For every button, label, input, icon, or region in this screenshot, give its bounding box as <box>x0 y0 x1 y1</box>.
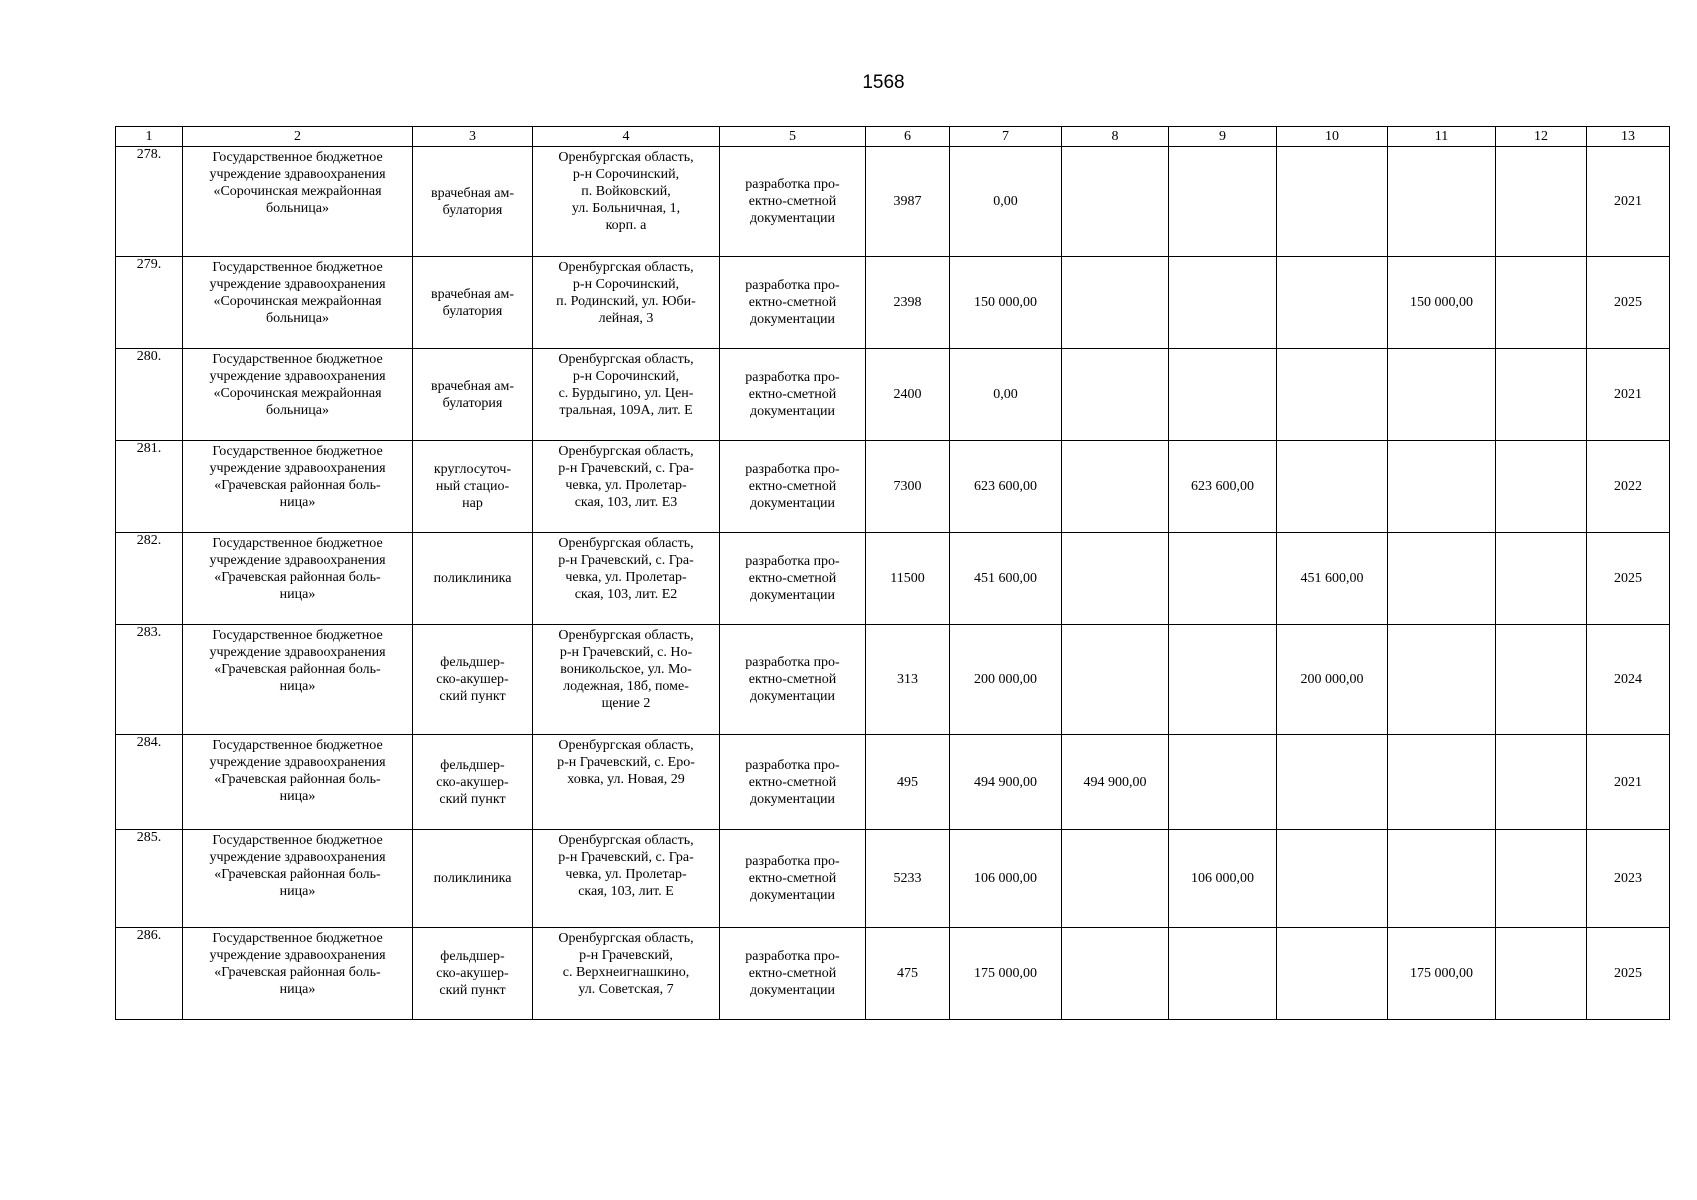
col-6-value <box>866 735 950 830</box>
col-6-value-text: 7300 <box>893 479 922 494</box>
row-number-text: 282. <box>136 533 162 548</box>
organization-name <box>183 533 413 625</box>
table-row <box>116 735 1670 830</box>
col-13-value <box>1587 257 1670 349</box>
facility-address-text: Оренбургская область, р-н Сорочинский, п. Родинский, ул. Юби- лейная, 3 <box>556 260 696 326</box>
facility-type <box>413 349 533 441</box>
col-7-value-text: 150 000,00 <box>974 295 1037 310</box>
col-10-value <box>1277 257 1388 349</box>
col-10-value <box>1277 441 1388 533</box>
facility-address <box>533 735 720 830</box>
work-type-text: разработка про- ектно-сметной документации <box>745 655 840 704</box>
col-6-value-text: 313 <box>897 672 918 687</box>
table-row <box>116 830 1670 928</box>
organization-name-text: Государственное бюджетное учреждение здравоохранения «Сорочинская межрайонная больница» <box>209 150 386 216</box>
col-6-value-text: 5233 <box>893 871 922 886</box>
facility-type <box>413 257 533 349</box>
col-13-value <box>1587 928 1670 1020</box>
header-cell: 13 <box>1587 127 1670 147</box>
col-7-value <box>950 830 1062 928</box>
col-7-value-text: 106 000,00 <box>974 871 1037 886</box>
table-row <box>116 147 1670 257</box>
col-13-value <box>1587 830 1670 928</box>
row-number <box>116 257 183 349</box>
facility-type <box>413 147 533 257</box>
table-row <box>116 257 1670 349</box>
header-cell: 4 <box>533 127 720 147</box>
col-11-value <box>1388 349 1496 441</box>
col-9-value <box>1169 735 1277 830</box>
col-13-value-text: 2025 <box>1614 295 1642 310</box>
row-number-text: 283. <box>136 625 162 640</box>
col-9-value <box>1169 625 1277 735</box>
facility-type-text: фельдшер- ско-акушер- ский пункт <box>436 757 509 807</box>
work-type <box>720 625 866 735</box>
facility-address <box>533 625 720 735</box>
col-12-value <box>1496 735 1587 830</box>
header-cell: 9 <box>1169 127 1277 147</box>
work-type-text: разработка про- ектно-сметной документации <box>745 854 840 903</box>
col-12-value <box>1496 257 1587 349</box>
header-cell: 1 <box>116 127 183 147</box>
col-7-value <box>950 257 1062 349</box>
row-number <box>116 625 183 735</box>
facility-type-text: поликлиника <box>433 571 512 586</box>
col-12-value <box>1496 349 1587 441</box>
col-9-value <box>1169 928 1277 1020</box>
facility-address <box>533 147 720 257</box>
work-type <box>720 147 866 257</box>
col-7-value <box>950 147 1062 257</box>
col-13-value-text: 2021 <box>1614 194 1642 209</box>
table-row <box>116 533 1670 625</box>
facility-address-text: Оренбургская область, р-н Грачевский, с. Но- воникольское, ул. Мо- лодежная, 18б, поме- щение 2 <box>558 628 694 711</box>
col-13-value <box>1587 533 1670 625</box>
col-11-value <box>1388 441 1496 533</box>
col-8-value <box>1062 928 1169 1020</box>
facility-address <box>533 257 720 349</box>
facility-address <box>533 441 720 533</box>
header-cell: 6 <box>866 127 950 147</box>
col-6-value-text: 475 <box>897 966 918 981</box>
row-number <box>116 928 183 1020</box>
organization-name <box>183 257 413 349</box>
col-13-value <box>1587 441 1670 533</box>
col-11-value <box>1388 257 1496 349</box>
organization-name-text: Государственное бюджетное учреждение здравоохранения «Грачевская районная боль- ница» <box>209 628 386 694</box>
col-11-value <box>1388 625 1496 735</box>
col-11-value <box>1388 830 1496 928</box>
work-type <box>720 533 866 625</box>
col-11-value <box>1388 735 1496 830</box>
organization-name <box>183 928 413 1020</box>
row-number-text: 285. <box>136 830 162 845</box>
table-row <box>116 928 1670 1020</box>
col-8-value-text: 494 900,00 <box>1083 774 1147 790</box>
facility-address-text: Оренбургская область, р-н Сорочинский, п. Войковский, ул. Больничная, 1, корп. а <box>558 150 694 233</box>
row-number <box>116 830 183 928</box>
col-13-value-text: 2021 <box>1614 387 1642 402</box>
col-9-value <box>1169 441 1277 533</box>
organization-name-text: Государственное бюджетное учреждение здравоохранения «Сорочинская межрайонная больница» <box>209 260 386 326</box>
row-number-text: 280. <box>136 349 162 364</box>
facility-type-text: фельдшер- ско-акушер- ский пункт <box>436 655 509 704</box>
col-10-value-text: 200 000,00 <box>1300 672 1364 687</box>
facility-address <box>533 533 720 625</box>
col-7-value <box>950 735 1062 830</box>
col-10-value <box>1277 533 1388 625</box>
organization-name-text: Государственное бюджетное учреждение здравоохранения «Грачевская районная боль- ница» <box>209 833 386 899</box>
col-11-value <box>1388 928 1496 1020</box>
facility-address-text: Оренбургская область, р-н Сорочинский, с. Бурдыгино, ул. Цен- тральная, 109А, лит. Е <box>558 352 694 418</box>
col-6-value <box>866 625 950 735</box>
col-8-value <box>1062 735 1169 830</box>
header-cell: 11 <box>1388 127 1496 147</box>
table-row <box>116 349 1670 441</box>
organization-name <box>183 830 413 928</box>
col-11-value-text: 175 000,00 <box>1410 966 1473 981</box>
col-11-value <box>1388 533 1496 625</box>
col-13-value-text: 2021 <box>1614 774 1642 790</box>
col-6-value <box>866 257 950 349</box>
facility-type <box>413 735 533 830</box>
col-12-value <box>1496 441 1587 533</box>
facility-address-text: Оренбургская область, р-н Грачевский, с. Гра- чевка, ул. Пролетар- ская, 103, лит. Е2 <box>558 536 694 602</box>
col-13-value-text: 2025 <box>1614 571 1642 586</box>
col-6-value <box>866 147 950 257</box>
work-type <box>720 257 866 349</box>
data-table <box>115 126 1670 1020</box>
row-number <box>116 735 183 830</box>
organization-name <box>183 625 413 735</box>
col-6-value-text: 2400 <box>893 387 922 402</box>
col-12-value <box>1496 533 1587 625</box>
col-9-value <box>1169 533 1277 625</box>
col-10-value <box>1277 830 1388 928</box>
header-cell: 7 <box>950 127 1062 147</box>
col-9-value <box>1169 147 1277 257</box>
row-number-text: 278. <box>136 147 162 162</box>
row-number <box>116 441 183 533</box>
col-12-value <box>1496 830 1587 928</box>
work-type <box>720 735 866 830</box>
col-7-value <box>950 928 1062 1020</box>
organization-name-text: Государственное бюджетное учреждение здравоохранения «Грачевская районная боль- ница» <box>209 738 386 804</box>
organization-name-text: Государственное бюджетное учреждение здравоохранения «Сорочинская межрайонная больница» <box>209 352 386 418</box>
col-9-value <box>1169 830 1277 928</box>
facility-type-text: врачебная ам- булатория <box>430 378 515 411</box>
facility-type <box>413 928 533 1020</box>
organization-name <box>183 441 413 533</box>
facility-type-text: фельдшер- ско-акушер- ский пункт <box>436 949 509 998</box>
work-type-text: разработка про- ектно-сметной документации <box>745 554 840 603</box>
col-10-value <box>1277 735 1388 830</box>
col-13-value-text: 2025 <box>1614 966 1642 981</box>
work-type-text: разработка про- ектно-сметной документации <box>745 757 840 807</box>
col-9-value <box>1169 349 1277 441</box>
facility-type-text: врачебная ам- булатория <box>430 185 515 218</box>
col-8-value <box>1062 257 1169 349</box>
col-8-value <box>1062 441 1169 533</box>
organization-name-text: Государственное бюджетное учреждение здравоохранения «Грачевская районная боль- ница» <box>209 536 386 602</box>
table-row <box>116 441 1670 533</box>
facility-address-text: Оренбургская область, р-н Грачевский, с. Гра- чевка, ул. Пролетар- ская, 103, лит. Е <box>558 833 694 899</box>
col-7-value-text: 623 600,00 <box>974 479 1037 494</box>
header-cell: 3 <box>413 127 533 147</box>
col-7-value-text: 494 900,00 <box>974 774 1037 790</box>
col-6-value <box>866 349 950 441</box>
header-cell: 8 <box>1062 127 1169 147</box>
col-11-value <box>1388 147 1496 257</box>
work-type-text: разработка про- ектно-сметной документации <box>745 462 840 511</box>
col-7-value <box>950 625 1062 735</box>
work-type <box>720 349 866 441</box>
work-type-text: разработка про- ектно-сметной документации <box>745 949 840 998</box>
header-cell: 2 <box>183 127 413 147</box>
col-10-value <box>1277 625 1388 735</box>
facility-type <box>413 625 533 735</box>
facility-address <box>533 928 720 1020</box>
col-8-value <box>1062 625 1169 735</box>
col-10-value <box>1277 349 1388 441</box>
organization-name-text: Государственное бюджетное учреждение здравоохранения «Грачевская районная боль- ница» <box>209 444 386 510</box>
col-8-value <box>1062 147 1169 257</box>
col-7-value-text: 0,00 <box>993 387 1018 402</box>
header-cell: 12 <box>1496 127 1587 147</box>
header-row <box>116 127 1670 147</box>
col-8-value <box>1062 830 1169 928</box>
col-9-value-text: 106 000,00 <box>1191 871 1254 886</box>
work-type <box>720 928 866 1020</box>
col-6-value-text: 11500 <box>890 571 925 586</box>
col-8-value <box>1062 349 1169 441</box>
col-6-value-text: 2398 <box>893 295 922 310</box>
col-13-value-text: 2023 <box>1614 871 1642 886</box>
facility-address <box>533 830 720 928</box>
col-13-value <box>1587 625 1670 735</box>
organization-name <box>183 349 413 441</box>
facility-type <box>413 830 533 928</box>
facility-type-text: поликлиника <box>433 871 512 886</box>
facility-type-text: круглосуточ- ный стацио- нар <box>433 462 512 511</box>
work-type <box>720 830 866 928</box>
organization-name <box>183 147 413 257</box>
row-number <box>116 533 183 625</box>
col-13-value <box>1587 147 1670 257</box>
row-number-text: 286. <box>136 928 162 943</box>
col-12-value <box>1496 147 1587 257</box>
facility-type <box>413 441 533 533</box>
header-cell: 5 <box>720 127 866 147</box>
col-7-value-text: 175 000,00 <box>974 966 1037 981</box>
col-9-value <box>1169 257 1277 349</box>
col-6-value <box>866 533 950 625</box>
col-7-value <box>950 349 1062 441</box>
facility-address-text: Оренбургская область, р-н Грачевский, с. Еро- ховка, ул. Новая, 29 <box>557 738 695 787</box>
col-7-value-text: 200 000,00 <box>974 672 1037 687</box>
col-7-value <box>950 441 1062 533</box>
row-number-text: 279. <box>136 257 162 272</box>
row-number <box>116 147 183 257</box>
col-9-value-text: 623 600,00 <box>1191 479 1254 494</box>
work-type-text: разработка про- ектно-сметной документации <box>745 370 840 419</box>
facility-address-text: Оренбургская область, р-н Грачевский, с. Верхнеигнашкино, ул. Советская, 7 <box>558 931 694 997</box>
work-type <box>720 441 866 533</box>
col-7-value <box>950 533 1062 625</box>
facility-address <box>533 349 720 441</box>
col-6-value-text: 3987 <box>893 194 922 209</box>
col-12-value <box>1496 928 1587 1020</box>
col-7-value-text: 451 600,00 <box>974 571 1037 586</box>
col-13-value <box>1587 349 1670 441</box>
col-6-value <box>866 830 950 928</box>
table-row <box>116 625 1670 735</box>
header-cell: 10 <box>1277 127 1388 147</box>
row-number-text: 284. <box>136 735 162 750</box>
organization-name <box>183 735 413 830</box>
col-13-value <box>1587 735 1670 830</box>
col-6-value-text: 495 <box>897 774 918 790</box>
facility-address-text: Оренбургская область, р-н Грачевский, с. Гра- чевка, ул. Пролетар- ская, 103, лит. Е3 <box>558 444 694 510</box>
col-6-value <box>866 441 950 533</box>
col-10-value <box>1277 928 1388 1020</box>
col-8-value <box>1062 533 1169 625</box>
page-number: 1568 <box>862 72 905 93</box>
col-12-value <box>1496 625 1587 735</box>
work-type-text: разработка про- ектно-сметной документации <box>745 278 840 327</box>
col-6-value <box>866 928 950 1020</box>
col-10-value-text: 451 600,00 <box>1300 571 1364 586</box>
row-number <box>116 349 183 441</box>
organization-name-text: Государственное бюджетное учреждение здравоохранения «Грачевская районная боль- ница» <box>209 931 386 997</box>
facility-type-text: врачебная ам- булатория <box>430 286 515 319</box>
row-number-text: 281. <box>136 441 162 456</box>
col-10-value <box>1277 147 1388 257</box>
col-7-value-text: 0,00 <box>993 194 1018 209</box>
work-type-text: разработка про- ектно-сметной документации <box>745 177 840 226</box>
col-13-value-text: 2024 <box>1614 672 1642 687</box>
facility-type <box>413 533 533 625</box>
col-13-value-text: 2022 <box>1614 479 1642 494</box>
col-11-value-text: 150 000,00 <box>1410 295 1473 310</box>
